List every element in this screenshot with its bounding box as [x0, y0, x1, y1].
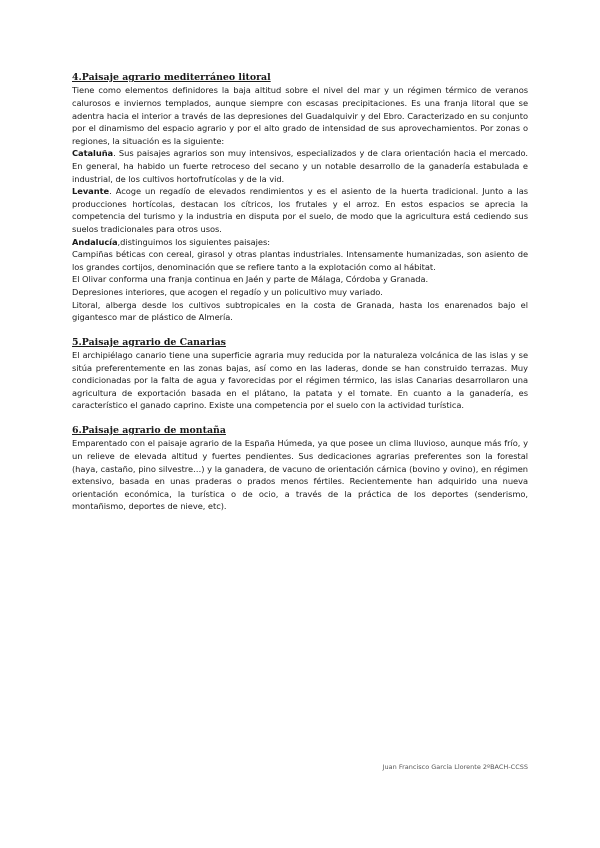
paragraph-intro: Tiene como elementos definidores la baja altitud sobre el nivel del mar y un régimen térmico de veranos calurosos e inviernos templados, aunque siempre con escasas precipitaciones. Es una franja litoral que se adentra hacia el interior a través de las depresiones del Guadalquivir y del Ebro. Caracterizado en su conjunto por el dinamismo del espacio agrario y por el alto grado de intensidad de sus aprovechamientos. Por zonas o regiones, la situación es la siguiente:: [72, 85, 528, 146]
paragraph-olivar: El Olivar conforma una franja continua en Jaén y parte de Málaga, Córdoba y Granada.: [72, 274, 429, 285]
section-montana: [72, 425, 528, 513]
document-page: [72, 72, 528, 526]
paragraph-campinas: Campiñas béticas con cereal, girasol y otras plantas industriales. Intensamente humanizadas, son asiento de los grandes cortijos, denominación que se refiere tanto a la explotación como al hábitat.: [72, 249, 528, 272]
section-heading: 6.Paisaje agrario de montaña: [72, 425, 226, 437]
paragraph-andalucia: Andalucía,distinguimos los siguientes paisajes:: [72, 236, 270, 247]
paragraph-canarias: El archipiélago canario tiene una superficie agraria muy reducida por la naturaleza volcánica de las islas y se sitúa preferentemente en las zonas bajas, así como en las laderas, donde se han construido terrazas. Muy condicionadas por la falta de agua y favorecidas por el régimen térmico, las islas Canarias desarrollaron una agricultura de exportación basada en el plátano, la patata y el tomate. En cuanto a la ganadería, es característico el ganado caprino. Existe una competencia por el suelo con la actividad turística.: [72, 350, 528, 411]
section-canarias: [72, 337, 528, 412]
section-heading: 4.Paisaje agrario mediterráneo litoral: [72, 72, 271, 83]
paragraph-litoral: Litoral, alberga desde los cultivos subtropicales en la costa de Granada, hasta los enarenados bajo el gigantesco mar de plástico de Almería.: [72, 299, 528, 323]
section-heading: 5.Paisaje agrario de Canarias: [72, 336, 226, 348]
page-footer: Juan Francisco García Llorente 2ºBACH-CCSS: [382, 763, 528, 771]
section-mediterraneo: [72, 72, 528, 324]
paragraph-montana: Emparentado con el paisaje agrario de la España Húmeda, ya que posee un clima lluvioso, aunque más frío, y un relieve de elevada altitud y fuertes pendientes. Sus dedicaciones agrarias preferentes son la forestal (haya, castaño, pino silvestre…) y la ganadera, de vacuno de orientación cárnica (bovino y ovino), en régimen extensivo, basada en unas praderas o prados menos fértiles. Recientemente han adquirido una nueva orientación económica, la turística o de ocio, a través de la práctica de los deportes (senderismo, montañismo, deportes de nieve, etc).: [72, 438, 528, 512]
paragraph-depresiones: Depresiones interiores, que acogen el regadío y un policultivo muy variado.: [72, 286, 383, 297]
paragraph-levante: Levante. Acoge un regadío de elevados rendimientos y es el asiento de la huerta tradicional. Junto a las producciones hortícolas, destacan los cítricos, los frutales y el arroz. En estos espacios se aprecia la competencia del turismo y la industria en disputa por el suelo, de modo que la agricultura está cediendo sus suelos tradicionales para otros usos.: [72, 186, 528, 234]
paragraph-cataluna: Cataluña. Sus paisajes agrarios son muy intensivos, especializados y de clara orientación hacia el mercado. En general, ha habido un fuerte retroceso del secano y un notable desarrollo de la ganadería estabulada e industrial, de los cultivos hortofrutícolas y de la vid.: [72, 148, 528, 184]
